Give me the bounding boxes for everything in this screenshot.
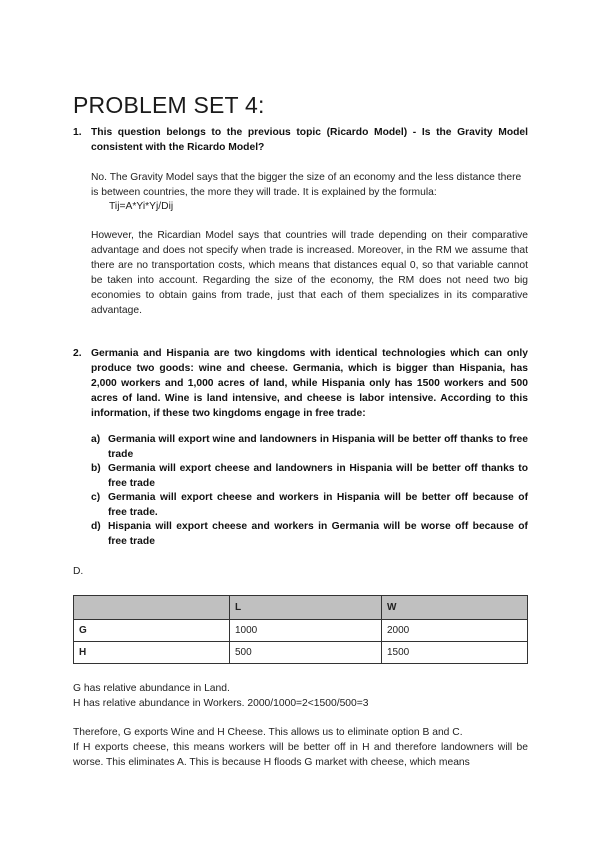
table-cell: 2000	[382, 620, 528, 642]
question-text: This question belongs to the previous topic (Ricardo Model) - Is the Gravity Model consistent with the Ricardo Model?	[91, 127, 528, 153]
option-b	[91, 462, 528, 491]
answer-paragraph-2: However, the Ricardian Model says that countries will trade depending on their comparative advantage and does not specify when trade is increased. Moreover, in the RM we assume that there are no transportation costs, which means that distances equal 0, so that variable cannot be taken into account. Regarding the size of the economy, the RM does not need two big economies to obtain gains from trade, just that each of them specializes in its comparative advantage.	[91, 230, 528, 316]
option-label: d)	[91, 521, 101, 532]
gravity-formula: Tij=A*Yi*Yj/Dij	[109, 201, 174, 212]
endowment-table	[73, 595, 528, 664]
table-cell: 500	[230, 642, 382, 664]
question-number: 1.	[73, 127, 82, 138]
question-2	[73, 346, 528, 421]
table-header-cell: W	[382, 596, 528, 620]
table-row	[74, 620, 528, 642]
answer-paragraph-1: No. The Gravity Model says that the bigger the size of an economy and the less distance there is between countries, the more they will trade. It is explained by the formula:	[91, 172, 522, 198]
option-label: c)	[91, 492, 101, 503]
question-number: 2.	[73, 348, 82, 359]
table-cell: 1000	[230, 620, 382, 642]
explanation-line-4: If H exports cheese, this means workers will be better off in H and therefore landowners will be worse. This eliminates A. This is because H floods G market with cheese, which means	[73, 742, 528, 768]
option-label: a)	[91, 434, 101, 445]
option-c	[91, 491, 528, 520]
table-header-cell: L	[230, 596, 382, 620]
table-cell: 1500	[382, 642, 528, 664]
page-title: PROBLEM SET 4:	[73, 92, 265, 118]
option-text: Germania will export wine and landowners in Hispania will be better off thanks to free trade	[108, 434, 528, 460]
table-cell: H	[74, 642, 230, 664]
question-1	[73, 125, 528, 155]
table-row	[74, 642, 528, 664]
option-text: Germania will export cheese and landowners in Hispania will be better off thanks to free trade	[108, 463, 528, 489]
question-text: Germania and Hispania are two kingdoms with identical technologies which can only produce two goods: wine and cheese. Germania, which is bigger than Hispania, has 2,000 workers and 1,000 acres of land, while Hispania only has 1500 workers and 500 acres of land. Wine is land intensive, and cheese is labor intensive. According to this information, if these two kingdoms engage in free trade:	[91, 348, 528, 419]
table-header-row	[74, 596, 528, 620]
option-text: Hispania will export cheese and workers in Germania will be worse off because of free trade	[108, 521, 528, 547]
table-cell: G	[74, 620, 230, 642]
table-header-cell	[74, 596, 230, 620]
option-text: Germania will export cheese and workers in Hispania will be better off because of free trade.	[108, 492, 528, 518]
explanation-line-2: H has relative abundance in Workers. 2000/1000=2<1500/500=3	[73, 698, 369, 709]
option-a	[91, 433, 528, 462]
explanation-line-3: Therefore, G exports Wine and H Cheese. This allows us to eliminate option B and C.	[73, 727, 463, 738]
answer-choice: D.	[73, 566, 84, 577]
option-label: b)	[91, 463, 101, 474]
option-d	[91, 520, 528, 549]
explanation-line-1: G has relative abundance in Land.	[73, 683, 230, 694]
